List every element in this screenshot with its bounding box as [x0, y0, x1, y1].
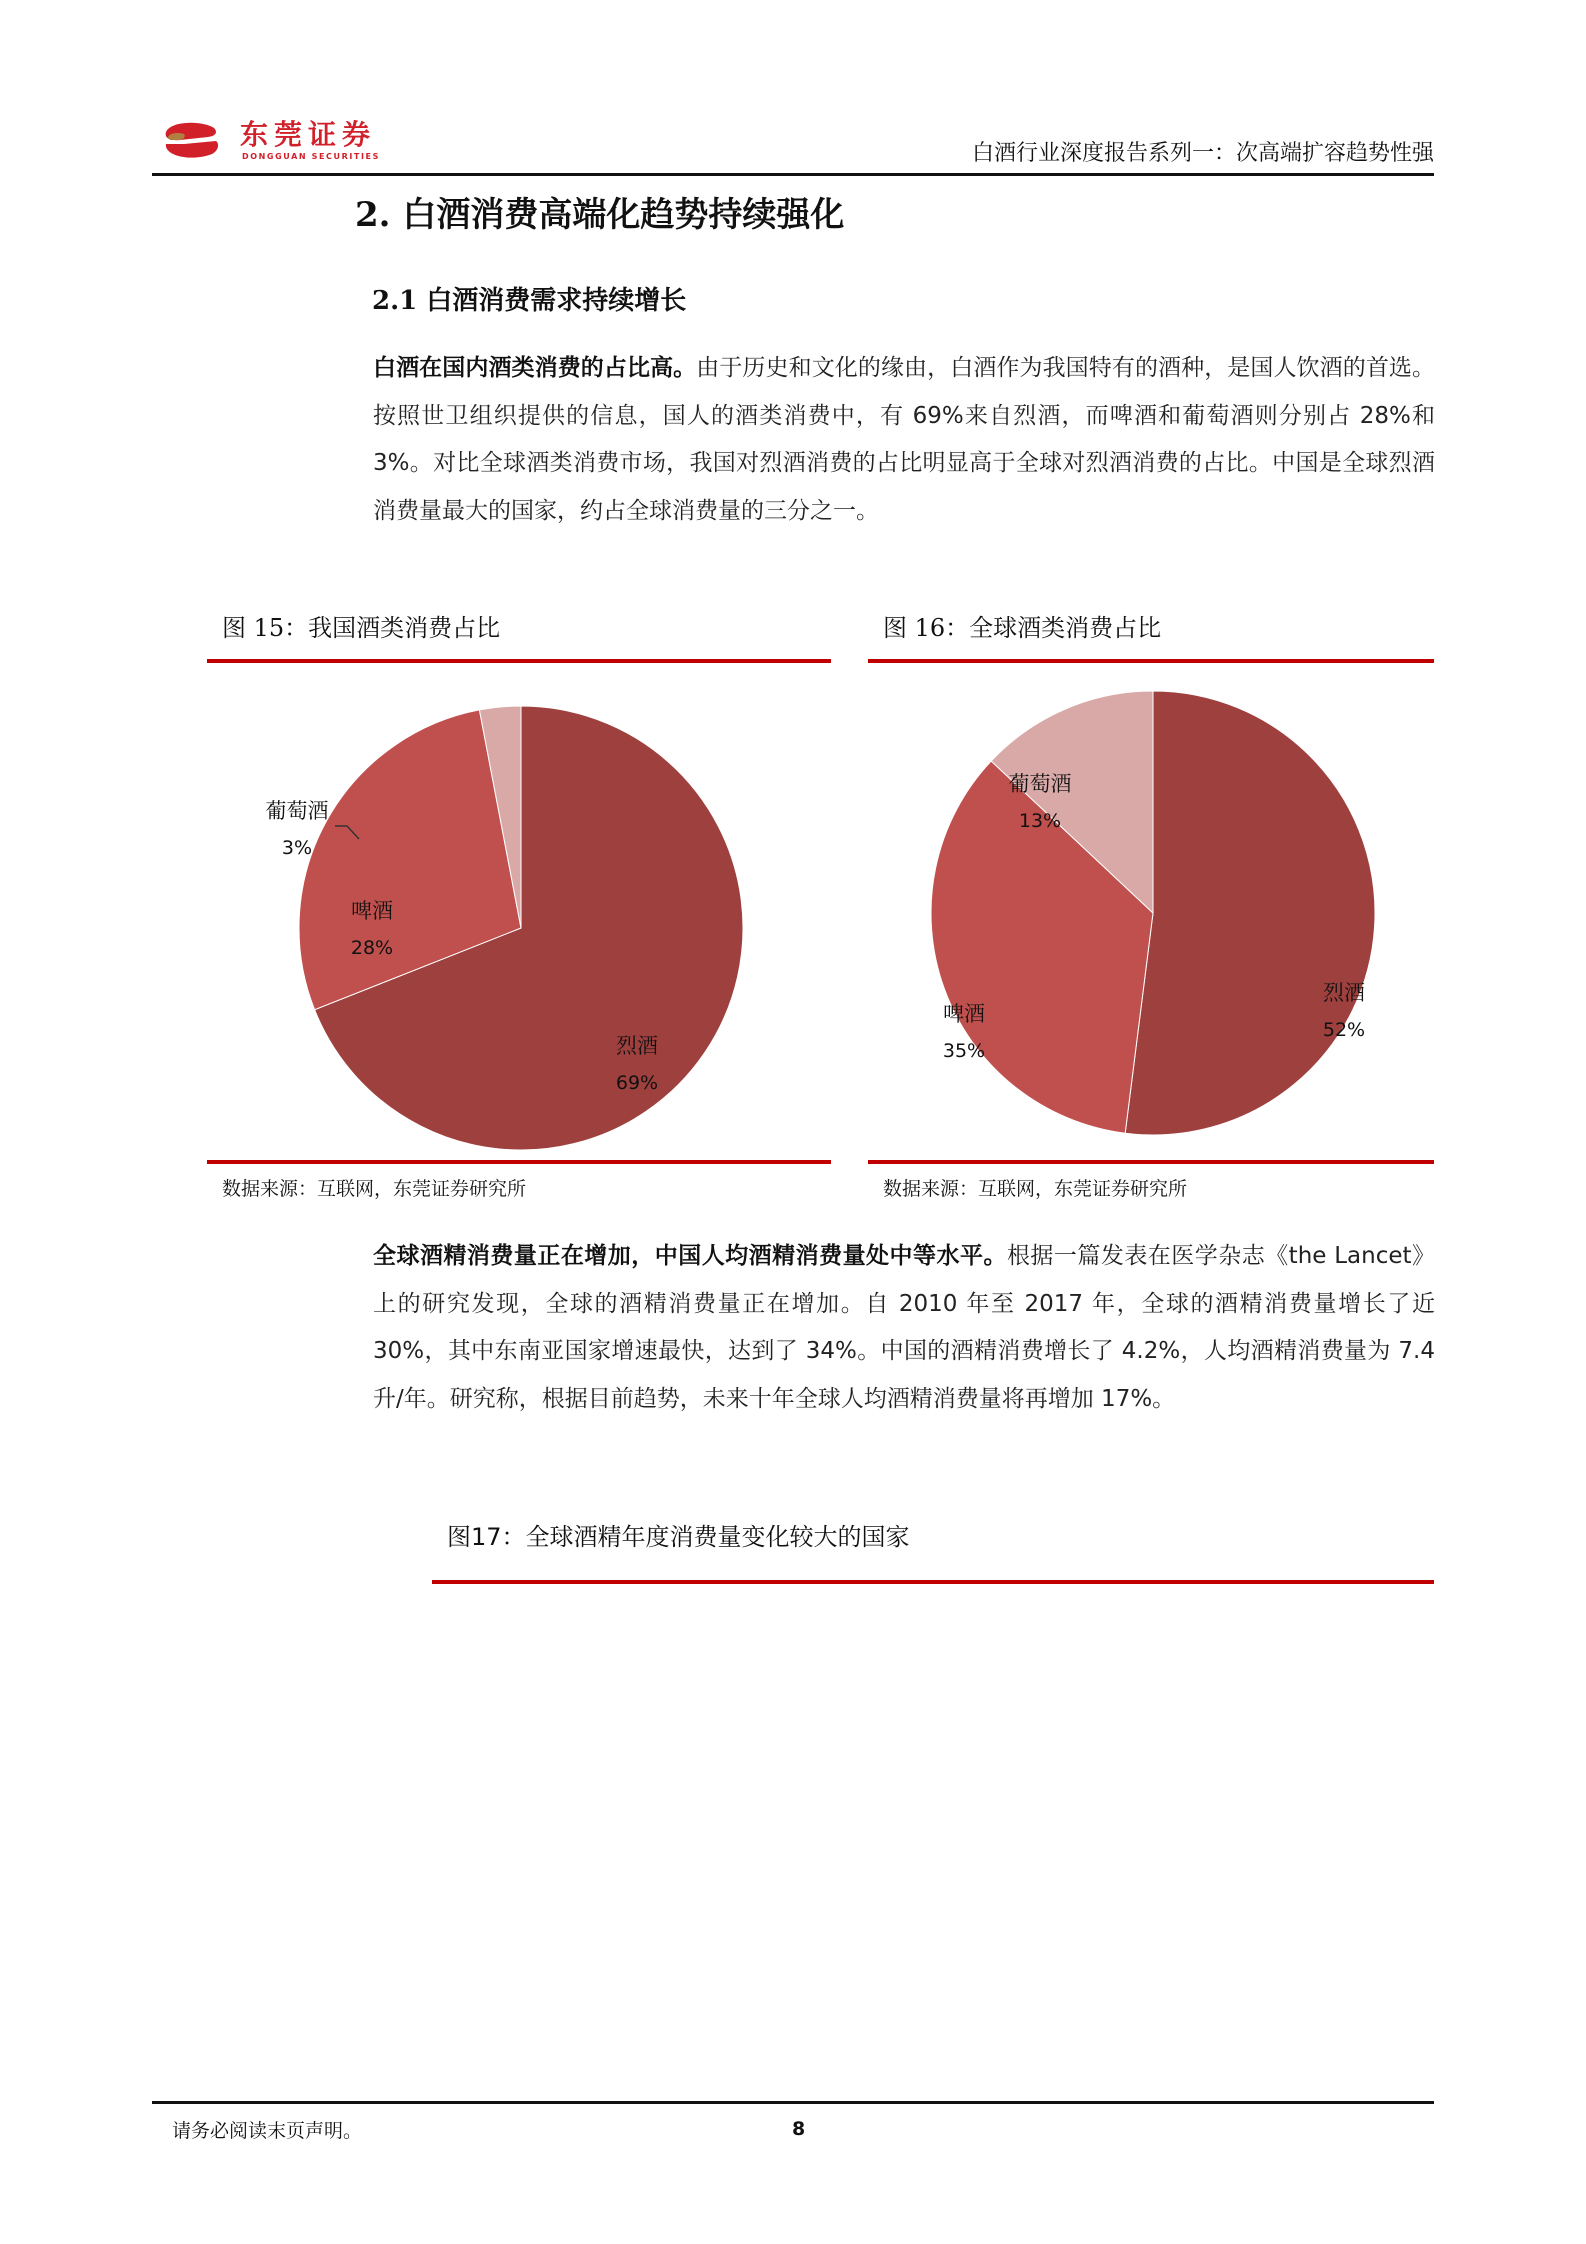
header-divider [152, 173, 1434, 176]
figure-16-source: 数据来源：互联网，东莞证券研究所 [883, 1178, 1188, 1200]
paragraph-lead: 全球酒精消费量正在增加，中国人均酒精消费量处中等水平。 [373, 1243, 1007, 1269]
figure-17-top-rule [432, 1580, 1434, 1584]
pie-label-category: 烈酒 [616, 1034, 658, 1058]
pie-slice-烈酒 [1125, 691, 1375, 1135]
pie-label-percent: 52% [1322, 1019, 1366, 1041]
pie-label-percent: 28% [350, 937, 394, 959]
page-number: 8 [792, 2118, 806, 2140]
figure-16-bottom-rule [868, 1160, 1434, 1164]
logo-text-en: DONGGUAN SECURITIES [242, 152, 380, 161]
footer-divider [152, 2101, 1434, 2104]
pie-label-category: 烈酒 [1323, 981, 1365, 1005]
pie-label-category: 葡萄酒 [1008, 772, 1072, 796]
pie-label-category: 啤酒 [943, 1002, 985, 1026]
figure-17-title: 图17：全球酒精年度消费量变化较大的国家 [447, 1523, 910, 1551]
figure-16-title: 图 16：全球酒类消费占比 [883, 614, 1162, 642]
figure-16-pie-chart [868, 663, 1434, 1160]
report-title: 白酒行业深度报告系列一：次高端扩容趋势性强 [971, 141, 1434, 166]
subsection-heading: 2.1 白酒消费需求持续增长 [372, 286, 687, 316]
company-logo [162, 118, 452, 162]
pie-label-percent: 69% [615, 1072, 659, 1094]
pie-label-percent: 35% [942, 1040, 986, 1062]
paragraph-domestic-share [373, 345, 1435, 535]
section-heading: 2. 白酒消费高端化趋势持续强化 [355, 195, 845, 235]
figure-15-source: 数据来源：互联网，东莞证券研究所 [222, 1178, 527, 1200]
disclaimer-note: 请务必阅读末页声明。 [172, 2120, 363, 2142]
figure-15-title: 图 15：我国酒类消费占比 [222, 614, 501, 642]
pie-label-percent: 13% [1018, 810, 1062, 832]
paragraph-body: 根据一篇发表在医学杂志《the Lancet》上的研究发现，全球的酒精消费量正在增加。自 2010 年至 2017 年，全球的酒精消费量增长了近 30%，其中东南亚国家增速最快，达到了 34%。中国的酒精消费增长了 4.2%，人均酒精消费量为 7.4 升/年。研究称，根据目前趋势，未来十年全球人均酒精消费量将再增加 17%。 [373, 1243, 1436, 1412]
figure-15-bottom-rule [207, 1160, 831, 1164]
pie-label-percent: 3% [281, 837, 313, 859]
paragraph-global-alcohol [373, 1233, 1435, 1423]
pie-label-category: 葡萄酒 [265, 799, 329, 823]
figure-15-pie-chart [207, 663, 831, 1160]
logo-text-cn: 东莞证券 [240, 118, 377, 151]
paragraph-body: 由于历史和文化的缘由，白酒作为我国特有的酒种，是国人饮酒的首选。按照世卫组织提供的信息，国人的酒类消费中，有 69%来自烈酒，而啤酒和葡萄酒则分别占 28%和 3%。对比全球酒类消费市场，我国对烈酒消费的占比明显高于全球对烈酒消费的占比。中国是全球烈酒消费量最大的国家，约占全球消费量的三分之一。 [373, 355, 1436, 524]
pie-label-category: 啤酒 [351, 899, 393, 923]
paragraph-lead: 白酒在国内酒类消费的占比高。 [373, 355, 697, 381]
logo-mark-icon [162, 122, 220, 160]
